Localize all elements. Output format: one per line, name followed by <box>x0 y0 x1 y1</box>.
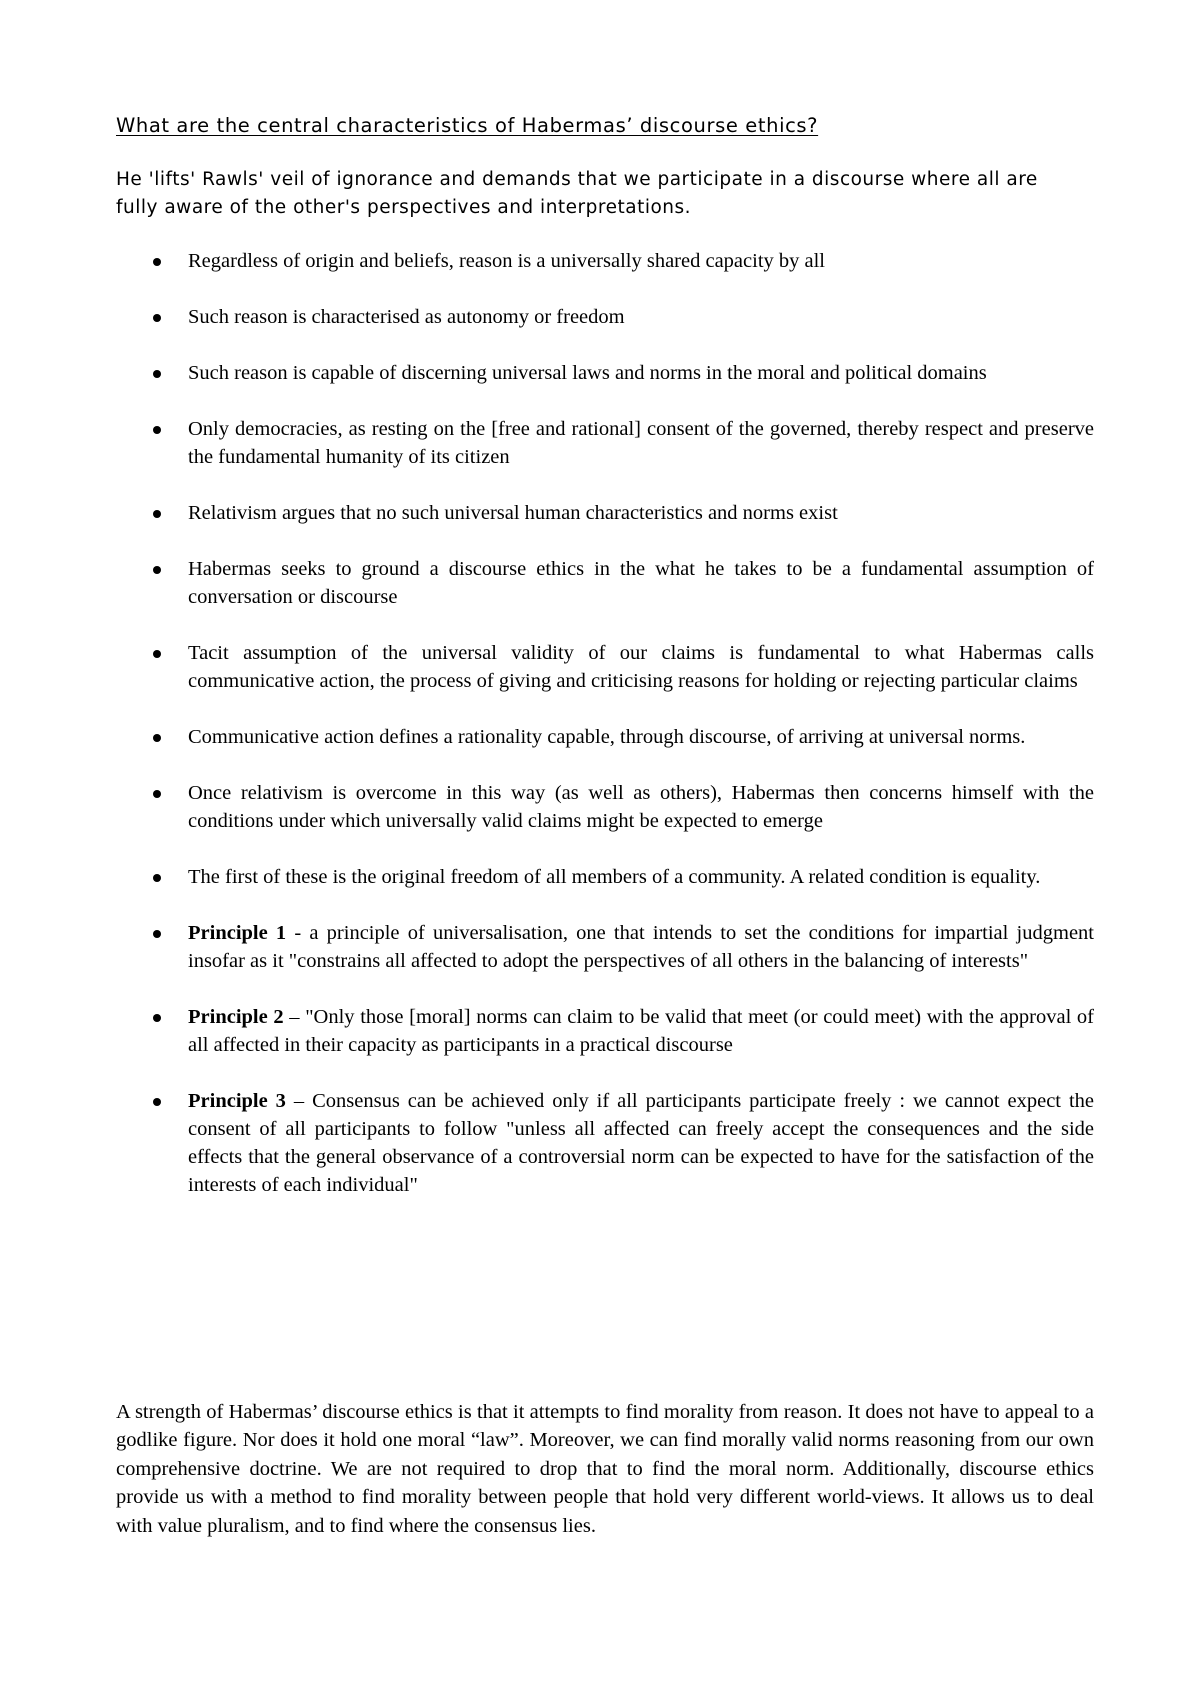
bullet-icon <box>153 510 161 518</box>
list-item <box>116 639 1094 695</box>
bullet-icon <box>153 258 161 266</box>
list-item <box>116 303 1094 331</box>
bullet-icon <box>153 370 161 378</box>
bullet-icon <box>153 314 161 322</box>
bullet-icon <box>153 566 161 574</box>
list-item <box>116 919 1094 975</box>
principle-label: Principle 3 <box>188 1090 286 1112</box>
list-item-text: The first of these is the original freedom of all members of a community. A related condition is equality. <box>188 866 1041 888</box>
bullet-icon <box>153 930 161 938</box>
bullet-icon <box>153 734 161 742</box>
list-item-text: Relativism argues that no such universal human characteristics and norms exist <box>188 502 838 524</box>
list-item <box>116 723 1094 751</box>
list-item <box>116 779 1094 835</box>
list-item-text: – "Only those [moral] norms can claim to be valid that meet (or could meet) with the approval of all affected in their capacity as participants in a practical discourse <box>188 1006 1094 1056</box>
list-item-text: – Consensus can be achieved only if all participants participate freely : we cannot expect the consent of all participants to follow "unless all affected can freely accept the consequences and the side effects that the general observance of a controversial norm can be expected to have for the satisfaction of the interests of each individual" <box>188 1090 1094 1196</box>
closing-paragraph: A strength of Habermas’ discourse ethics is that it attempts to find morality from reason. It does not have to appeal to a godlike figure. Nor does it hold one moral “law”. Moreover, we can find morally valid norms reasoning from our own comprehensive doctrine. We are not required to drop that to find the moral norm. Additionally, discourse ethics provide us with a method to find morality between people that hold very different world-views. It allows us to deal with value pluralism, and to find where the consensus lies. <box>116 1401 1094 1537</box>
list-item-text: Such reason is characterised as autonomy or freedom <box>188 306 625 328</box>
page-title: What are the central characteristics of Habermas’ discourse ethics? <box>116 114 819 137</box>
bullet-icon <box>153 426 161 434</box>
list-item <box>116 863 1094 891</box>
list-item <box>116 1003 1094 1059</box>
list-item-text: - a principle of universalisation, one that intends to set the conditions for impartial judgment insofar as it "constrains all affected to adopt the perspectives of all others in the balancing of interests" <box>188 922 1094 972</box>
intro-paragraph: He 'lifts' Rawls' veil of ignorance and demands that we participate in a discourse where all are fully aware of the other's perspectives and interpretations. <box>116 169 1038 218</box>
list-item <box>116 1087 1094 1199</box>
list-item-text: Once relativism is overcome in this way (as well as others), Habermas then concerns himself with the conditions under which universally valid claims might be expected to emerge <box>188 782 1094 832</box>
principle-label: Principle 1 <box>188 922 287 944</box>
list-item-text: Regardless of origin and beliefs, reason is a universally shared capacity by all <box>188 250 826 272</box>
list-item <box>116 359 1094 387</box>
bullet-icon <box>153 874 161 882</box>
bullet-icon <box>153 790 161 798</box>
list-item-text: Communicative action defines a rationality capable, through discourse, of arriving at universal norms. <box>188 726 1026 748</box>
bullet-icon <box>153 1014 161 1022</box>
list-item <box>116 247 1094 275</box>
list-item-text: Such reason is capable of discerning universal laws and norms in the moral and political domains <box>188 362 987 384</box>
list-item-text: Habermas seeks to ground a discourse ethics in the what he takes to be a fundamental assumption of conversation or discourse <box>188 558 1094 608</box>
list-item-text: Tacit assumption of the universal validity of our claims is fundamental to what Habermas calls communicative action, the process of giving and criticising reasons for holding or rejecting particular claims <box>188 642 1094 692</box>
list-item <box>116 499 1094 527</box>
bullet-list <box>116 247 1094 1227</box>
list-item-text: Only democracies, as resting on the [free and rational] consent of the governed, thereby respect and preserve the fundamental humanity of its citizen <box>188 418 1094 468</box>
list-item <box>116 555 1094 611</box>
principle-label: Principle 2 <box>188 1006 284 1028</box>
bullet-icon <box>153 1098 161 1106</box>
bullet-icon <box>153 650 161 658</box>
list-item <box>116 415 1094 471</box>
